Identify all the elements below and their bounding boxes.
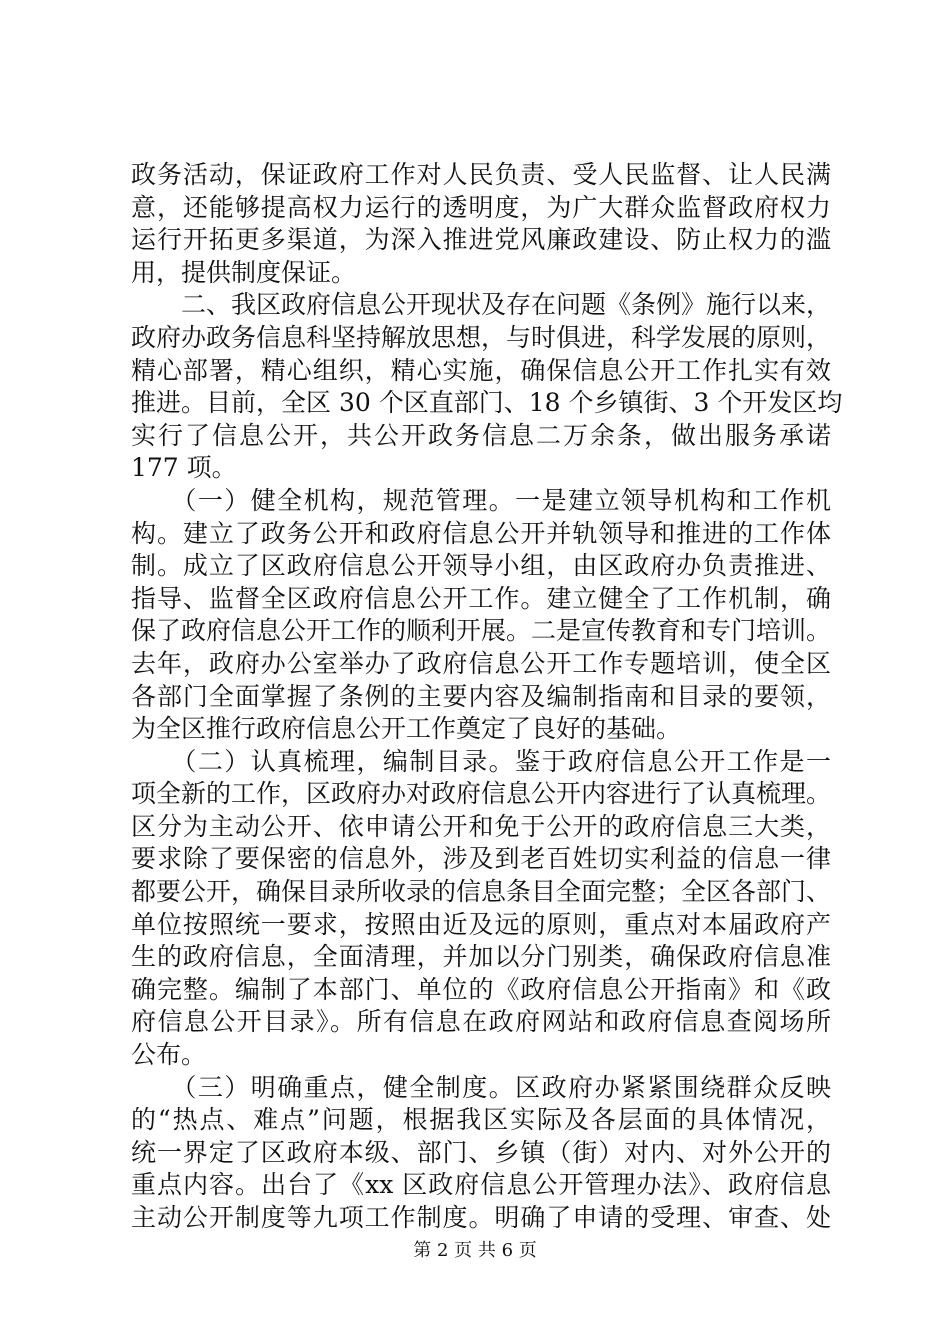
text-line: 政府办政务信息科坚持解放思想，与时俱进，科学发展的原则， [131, 322, 832, 352]
text-line: 二、我区政府信息公开现状及存在问题《条例》施行以来， [131, 290, 832, 320]
text-line: 去年，政府办公室举办了政府信息公开工作专题培训，使全区 [131, 648, 831, 678]
text-line: 177 项。 [131, 453, 237, 483]
text-line: 政务活动，保证政府工作对人民负责、受人民监督、让人民满 [131, 160, 831, 189]
text-line: 主动公开制度等九项工作制度。明确了申请的受理、审查、处 [131, 1203, 831, 1232]
text-line: 精心部署，精心组织，精心实施，确保信息公开工作扎实有效 [131, 355, 831, 385]
text-line: 统一界定了区政府本级、部门、乡镇（街）对内、对外公开的 [131, 1137, 831, 1167]
text-line: 府信息公开目录》。所有信息在政府网站和政府信息查阅场所 [131, 1007, 831, 1037]
text-line: 制。成立了区政府信息公开领导小组，由区政府办负责推进、 [131, 551, 831, 581]
text-line: 运行开拓更多渠道，为深入推进党风廉政建设、防止权力的滥 [131, 225, 831, 255]
text-line: 公布。 [131, 1040, 207, 1070]
text-line: 确完整。编制了本部门、单位的《政府信息公开指南》和《政 [131, 974, 831, 1004]
text-line: 重点内容。出台了《xx 区政府信息公开管理办法》、政府信息 [131, 1170, 831, 1200]
text-line: 单位按照统一要求，按照由近及远的原则，重点对本届政府产 [131, 909, 831, 939]
text-line: （三）明确重点，健全制度。区政府办紧紧围绕群众反映 [131, 1072, 831, 1102]
text-line: 为全区推行政府信息公开工作奠定了良好的基础。 [131, 714, 682, 744]
text-line: 意，还能够提高权力运行的透明度，为广大群众监督政府权力 [131, 192, 831, 222]
text-line: 保了政府信息公开工作的顺利开展。二是宣传教育和专门培训。 [131, 616, 832, 646]
text-line: 各部门全面掌握了条例的主要内容及编制指南和目录的要领， [131, 681, 831, 711]
text-line: 的“热点、难点”问题，根据我区实际及各层面的具体情况， [131, 1105, 831, 1135]
text-line: 指导、监督全区政府信息公开工作。建立健全了工作机制，确 [131, 583, 831, 613]
text-line: （二）认真梳理，编制目录。鉴于政府信息公开工作是一 [131, 746, 831, 776]
text-line: 用，提供制度保证。 [131, 257, 357, 287]
text-line: （一）健全机构，规范管理。一是建立领导机构和工作机 [131, 485, 831, 515]
text-line: 生的政府信息，全面清理，并加以分门别类，确保政府信息准 [131, 942, 831, 972]
page-footer: 第 2 页 共 6 页 [413, 1240, 537, 1261]
text-line: 构。建立了政务公开和政府信息公开并轨领导和推进的工作体 [131, 518, 831, 548]
text-line: 推进。目前，全区 30 个区直部门、18 个乡镇街、3 个开发区均 [131, 388, 843, 418]
text-line: 实行了信息公开，共公开政务信息二万余条，做出服务承诺 [131, 420, 831, 450]
text-line: 要求除了要保密的信息外，涉及到老百姓切实利益的信息一律 [131, 844, 831, 874]
text-line: 都要公开，确保目录所收录的信息条目全面完整；全区各部门、 [131, 877, 832, 907]
text-line: 项全新的工作，区政府办对政府信息公开内容进行了认真梳理。 [131, 779, 832, 809]
text-line: 区分为主动公开、依申请公开和免于公开的政府信息三大类， [131, 811, 831, 841]
document-body [131, 159, 843, 1235]
